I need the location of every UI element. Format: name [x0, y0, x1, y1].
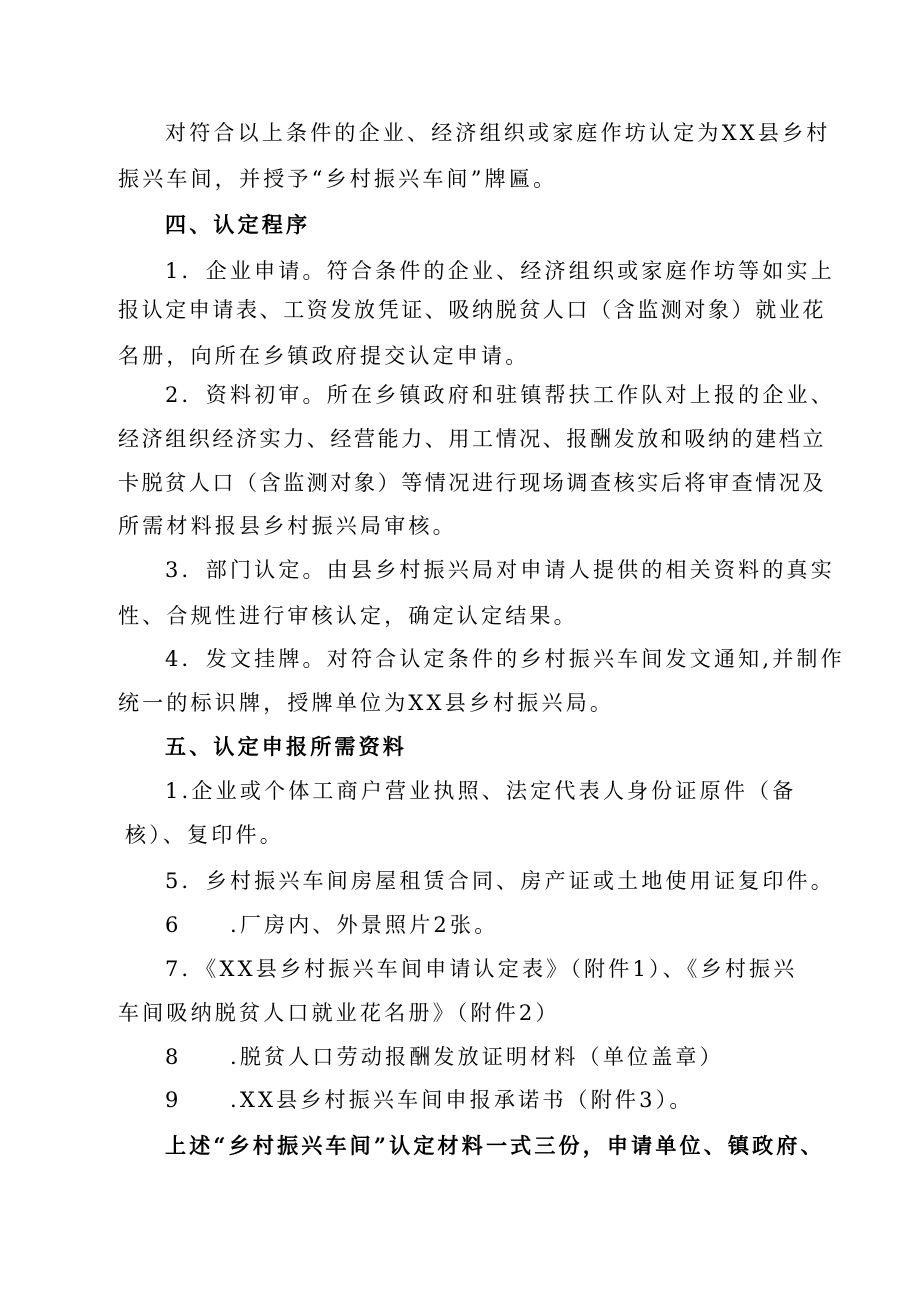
paragraph-line-bold: 上述“乡村振兴车间”认定材料一式三份，申请单位、镇政府、 [165, 1133, 825, 1158]
paragraph-line: 4．发文挂牌。对符合认定条件的乡村振兴车间发文通知,并制作 [165, 647, 845, 671]
paragraph-line: 统一的标识牌，授牌单位为XX县乡村振兴局。 [118, 691, 615, 715]
paragraph-line: 报认定申请表、工资发放凭证、吸纳脱贫人口（含监测对象）就业花 [118, 298, 826, 322]
paragraph-line: 经济组织经济实力、经营能力、用工情况、报酬发放和吸纳的建档立 [118, 427, 826, 451]
paragraph-line: 2．资料初审。所在乡镇政府和驻镇帮扶工作队对上报的企业、 [165, 383, 835, 407]
paragraph-line: 核）、复印件。 [125, 823, 284, 847]
paragraph-line: 1．企业申请。符合条件的企业、经济组织或家庭作坊等如实上 [165, 259, 835, 283]
paragraph-line: 振兴车间，并授予“乡村振兴车间”牌匾。 [118, 167, 558, 191]
paragraph-line: 所需材料报县乡村振兴局审核。 [118, 514, 457, 538]
paragraph-line: 车间吸纳脱贫人口就业花名册》（附件2） [118, 1001, 560, 1025]
paragraph-line: 卡脱贫人口（含监测对象）等情况进行现场调查核实后将审查情况及 [118, 471, 826, 495]
paragraph-line: 9 .XX县乡村振兴车间申报承诺书（附件3）。 [165, 1088, 694, 1112]
section-heading: 五、认定申报所需资料 [165, 734, 407, 759]
paragraph-line: 6 .厂房内、外景照片2张。 [165, 913, 499, 937]
paragraph-line: 8 .脱贫人口劳动报酬发放证明材料（单位盖章） [165, 1045, 724, 1069]
paragraph-line: 5．乡村振兴车间房屋租赁合同、房产证或土地使用证复印件。 [165, 869, 835, 893]
paragraph-line: 1.企业或个体工商户营业执照、法定代表人身份证原件（备 [165, 779, 797, 803]
paragraph-line: 名册，向所在乡镇政府提交认定申请。 [118, 344, 530, 368]
paragraph-line: 性、合规性进行审核认定，确定认定结果。 [118, 604, 578, 628]
paragraph-line: 对符合以上条件的企业、经济组织或家庭作坊认定为XX县乡村 [165, 121, 831, 145]
paragraph-line: 3．部门认定。由县乡村振兴局对申请人提供的相关资料的真实 [165, 558, 835, 582]
paragraph-line: 7．《XX县乡村振兴车间申请认定表》（附件1）、《乡村振兴 [165, 957, 798, 981]
section-heading: 四、认定程序 [165, 212, 311, 237]
